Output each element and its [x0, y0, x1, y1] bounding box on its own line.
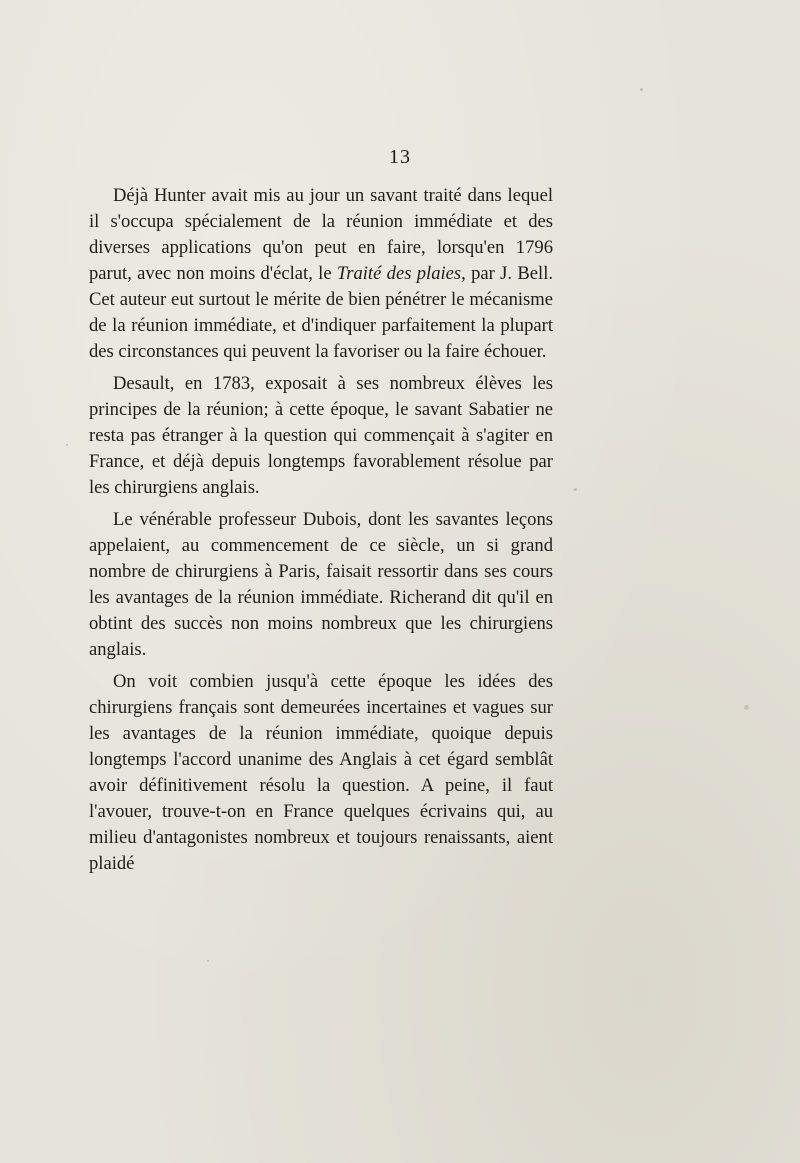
paper-speck — [744, 705, 749, 710]
paper-speck — [574, 488, 577, 491]
paper-speck — [207, 960, 209, 962]
book-title-italic: Traité des plaies — [336, 263, 462, 284]
paper-speck — [640, 88, 643, 91]
page-number: 13 — [389, 146, 411, 168]
body-text — [89, 183, 553, 883]
paragraph-4: On voit combien jusqu'à cette époque les idées des chirurgiens français sont demeurées incertaines et vagues sur les avantages de la réunion immédiate, quoique depuis longtemps l'accord unanime des Anglais à cet égard semblât avoir définitivement résolu la question. A peine, il faut l'avouer, trouve-t-on en France quelques écrivains qui, au milieu d'antagonistes nombreux et toujours renaissants, aient plaidé — [89, 671, 553, 874]
paper-speck — [66, 444, 68, 446]
paragraph-1-start: Déjà Hunter avait mis au jour un savant traité dans lequel il s'occupa spécialement de la réunion immédiate et des diverses applications qu'on peut en faire, lorsqu'en 1796 parut, avec non moins d'éclat, le — [89, 185, 553, 284]
paragraph-2: Desault, en 1783, exposait à ses nombreux élèves les principes de la réunion; à cette époque, le savant Sabatier ne resta pas étranger à la question qui commençait à s'agiter en France, et déjà depuis longtemps favorablement résolue par les chirurgiens anglais. — [89, 373, 553, 498]
paragraph-3: Le vénérable professeur Dubois, dont les savantes leçons appelaient, au commencement de ce siècle, un si grand nombre de chirurgiens à Paris, faisait ressortir dans ses cours les avantages de la réunion immédiate. Richerand dit qu'il en obtint des succès non moins nombreux que les chirurgiens anglais. — [89, 509, 553, 660]
paragraph-1 — [89, 183, 553, 365]
paragraph-1-end: , par J. Bell. Cet auteur eut surtout le mérite de bien pénétrer le mécanisme de la réunion immédiate, et d'indiquer parfaitement la plupart des circonstances qui peuvent la favoriser ou la faire échouer. — [89, 263, 554, 362]
